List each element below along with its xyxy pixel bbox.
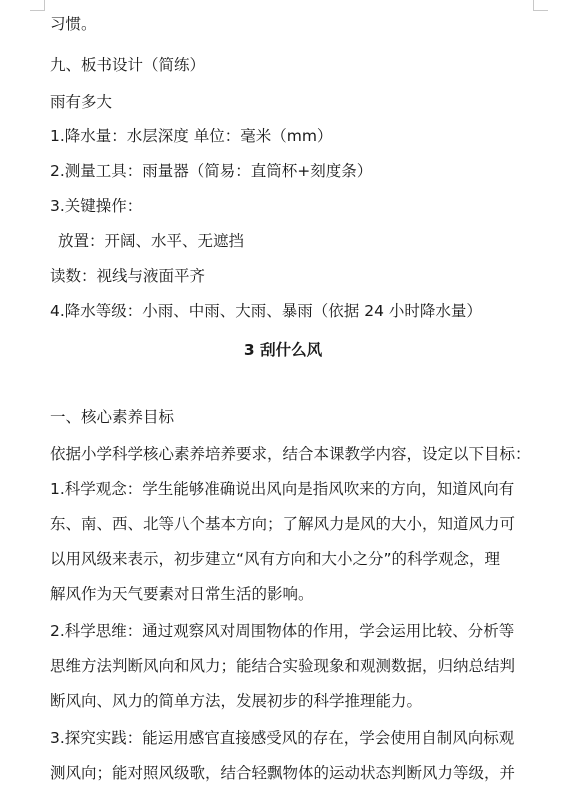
paragraph-line: 3.探究实践：能运用感官直接感受风的存在，学会使用自制风向标观 xyxy=(50,729,515,747)
paragraph-line: 解风作为天气要素对日常生活的影响。 xyxy=(50,585,314,603)
paragraph-line: 依据小学科学核心素养培养要求，结合本课教学内容，设定以下目标： xyxy=(50,445,531,463)
board-item-2: 2.测量工具：雨量器（简易：直筒杯+刻度条） xyxy=(50,162,373,180)
paragraph-line: 1.科学观念：学生能够准确说出风向是指风吹来的方向，知道风向有 xyxy=(50,480,515,498)
board-item-4: 4.降水等级：小雨、中雨、大雨、暴雨（依据 24 小时降水量） xyxy=(50,302,482,320)
paragraph-line: 以用风级来表示，初步建立“风有方向和大小之分”的科学观念，理 xyxy=(50,550,501,568)
paragraph-line: 思维方法判断风向和风力；能结合实验现象和观测数据，归纳总结判 xyxy=(50,657,516,675)
page-corner-mark-right xyxy=(533,0,548,11)
paragraph-line: 测风向；能对照风级歌，结合轻飘物体的运动状态判断风力等级，并 xyxy=(50,764,516,782)
board-item-3: 3.关键操作： xyxy=(50,197,143,215)
section-title: 3 刮什么风 xyxy=(243,341,323,359)
core-literacy-heading: 一、核心素养目标 xyxy=(50,408,175,426)
paragraph-line: 断风向、风力的简单方法，发展初步的科学推理能力。 xyxy=(50,692,423,710)
paragraph-line: 东、南、西、北等八个基本方向；了解风力是风的大小，知道风力可 xyxy=(50,515,516,533)
board-item-3-placement: 放置：开阔、水平、无遮挡 xyxy=(58,232,245,250)
board-item-1: 1.降水量：水层深度 单位：毫米（mm） xyxy=(50,127,333,145)
text-line: 习惯。 xyxy=(50,15,97,33)
board-title: 雨有多大 xyxy=(50,93,113,111)
board-item-3-reading: 读数：视线与液面平齐 xyxy=(50,267,206,285)
board-design-heading: 九、板书设计（简练） xyxy=(50,56,206,74)
page-corner-mark-left xyxy=(30,0,45,11)
paragraph-line: 2.科学思维：通过观察风对周围物体的作用，学会运用比较、分析等 xyxy=(50,622,515,640)
